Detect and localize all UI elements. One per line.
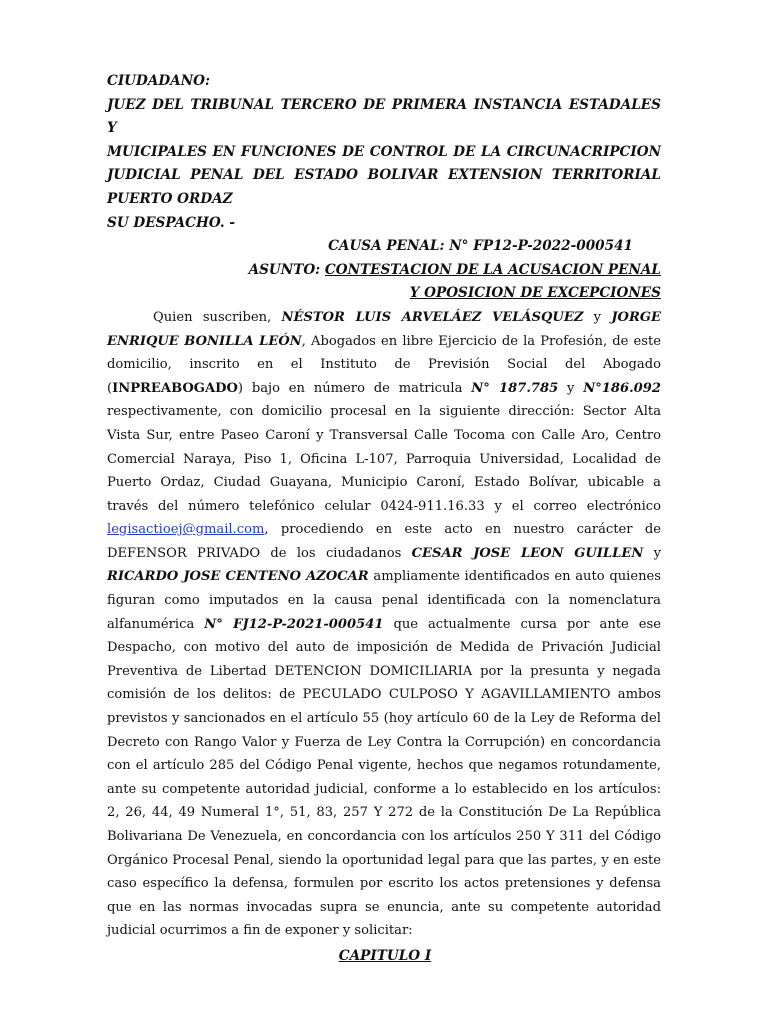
body-text-e: y — [558, 380, 584, 396]
addressee-block — [107, 70, 661, 235]
body-text-a: Quien suscriben, — [153, 309, 282, 325]
addressee-line-1: JUEZ DEL TRIBUNAL TERCERO DE PRIMERA INSTANCIA ESTADALES Y — [107, 96, 661, 137]
body-text-c: , Abogados en libre Ejercicio de la Profesión, de este domicilio, inscrito en el Instituto de Previsión Social del Abogado ( — [107, 333, 661, 396]
lawyer-name-2: JORGE ENRIQUE BONILLA LEÓN — [107, 309, 661, 349]
body-text-h: y — [643, 545, 661, 561]
client-name-2: RICARDO JOSE CENTENO AZOCAR — [107, 569, 369, 585]
subject-text-2: Y OPOSICION DE EXCEPCIONES — [409, 285, 661, 302]
greeting: CIUDADANO: — [107, 73, 210, 89]
addressee-line-2: MUICIPALES EN FUNCIONES DE CONTROL DE LA CIRCUNACRIPCION — [107, 143, 661, 160]
case-number: CAUSA PENAL: N° FP12-P-2022-000541 — [328, 238, 633, 255]
case-nomenclature: N° FJ12-P-2021-000541 — [204, 616, 384, 632]
registration-2: N°186.092 — [583, 380, 662, 396]
subject-text-1: CONTESTACION DE LA ACUSACION PENAL — [324, 261, 661, 278]
chapter-heading: CAPITULO I — [338, 947, 432, 964]
email-link[interactable]: legisactioej@gmail.com — [107, 522, 265, 538]
addressee-line-3: JUDICIAL PENAL DEL ESTADO BOLIVAR EXTENSION TERRITORIAL — [107, 167, 661, 184]
subject-line-1 — [107, 259, 661, 283]
body-text-g: , procediendo en este acto en nuestro carácter de DEFENSOR PRIVADO de los ciudadanos — [107, 522, 661, 561]
body-paragraph — [107, 306, 661, 943]
body-text-i: ampliamente identificados en auto quienes figuran como imputados en la causa penal identificada con la nomenclatura alfanumérica — [107, 569, 662, 632]
body-text-d: ) bajo en número de matricula — [237, 380, 472, 396]
body-text-j: que actualmente cursa por ante ese Despacho, con motivo del auto de imposición de Medida de Privación Judicial Preventiva de Libertad DETENCION DOMICILIARIA por la presunta y negada comisión de los delitos: de PECULADO CULPOSO Y AGAVILLAMIENTO ambos previstos y sancionados en el artículo 55 (hoy artículo 60 de la Ley de Reforma del Decreto con Rango Valor y Fuerza de Ley Contra la Corrupción) en concordancia con el artículo 285 del Código Penal vigente, hechos que negamos rotundamente, ante su competente autoridad judicial, conforme a lo establecido en los artículos: 2, 26, 44, 49 Numeral 1°, 51, 83, 257 Y 272 de la Constitución De La República Bolivariana De Venezuela, en concordancia con los artículos 250 Y 311 del Código Orgánico Procesal Penal, siendo la oportunidad legal para que las partes, y en este caso específico la defensa, formulen por escrito los actos pretensiones y defensa que en las normas invocadas supra se enuncia, ante su competente autoridad judicial ocurrimos a fin de exponer y solicitar: — [107, 616, 661, 939]
subject-line-2 — [107, 282, 661, 306]
lawyer-name-1: NÉSTOR LUIS ARVELÁEZ VELÁSQUEZ — [281, 309, 584, 325]
inpreabogado: INPREABOGADO — [112, 380, 238, 396]
body-text-f: respectivamente, con domicilio procesal en la siguiente dirección: Sector Alta Vista Sur, entre Paseo Caroní y Transversal Calle Tocoma con Calle Aro, Centro Comercial Naraya, Piso 1, Oficina L-107, Parroquia Universidad, Localidad de Puerto Ordaz, Ciudad Guayana, Municipio Caroní, Estado Bolívar, ubicable a través del número telefónico celular 0424-911.16.33 y el correo electrónico — [107, 404, 661, 514]
subject-label: ASUNTO: — [248, 261, 325, 278]
addressee-line-4: PUERTO ORDAZ — [107, 190, 233, 207]
registration-1: N° 187.785 — [471, 380, 559, 396]
document-page — [107, 70, 661, 969]
addressee-line-5: SU DESPACHO. - — [107, 214, 235, 231]
body-text-b: y — [583, 309, 612, 325]
client-name-1: CESAR JOSE LEON GUILLEN — [411, 545, 644, 561]
